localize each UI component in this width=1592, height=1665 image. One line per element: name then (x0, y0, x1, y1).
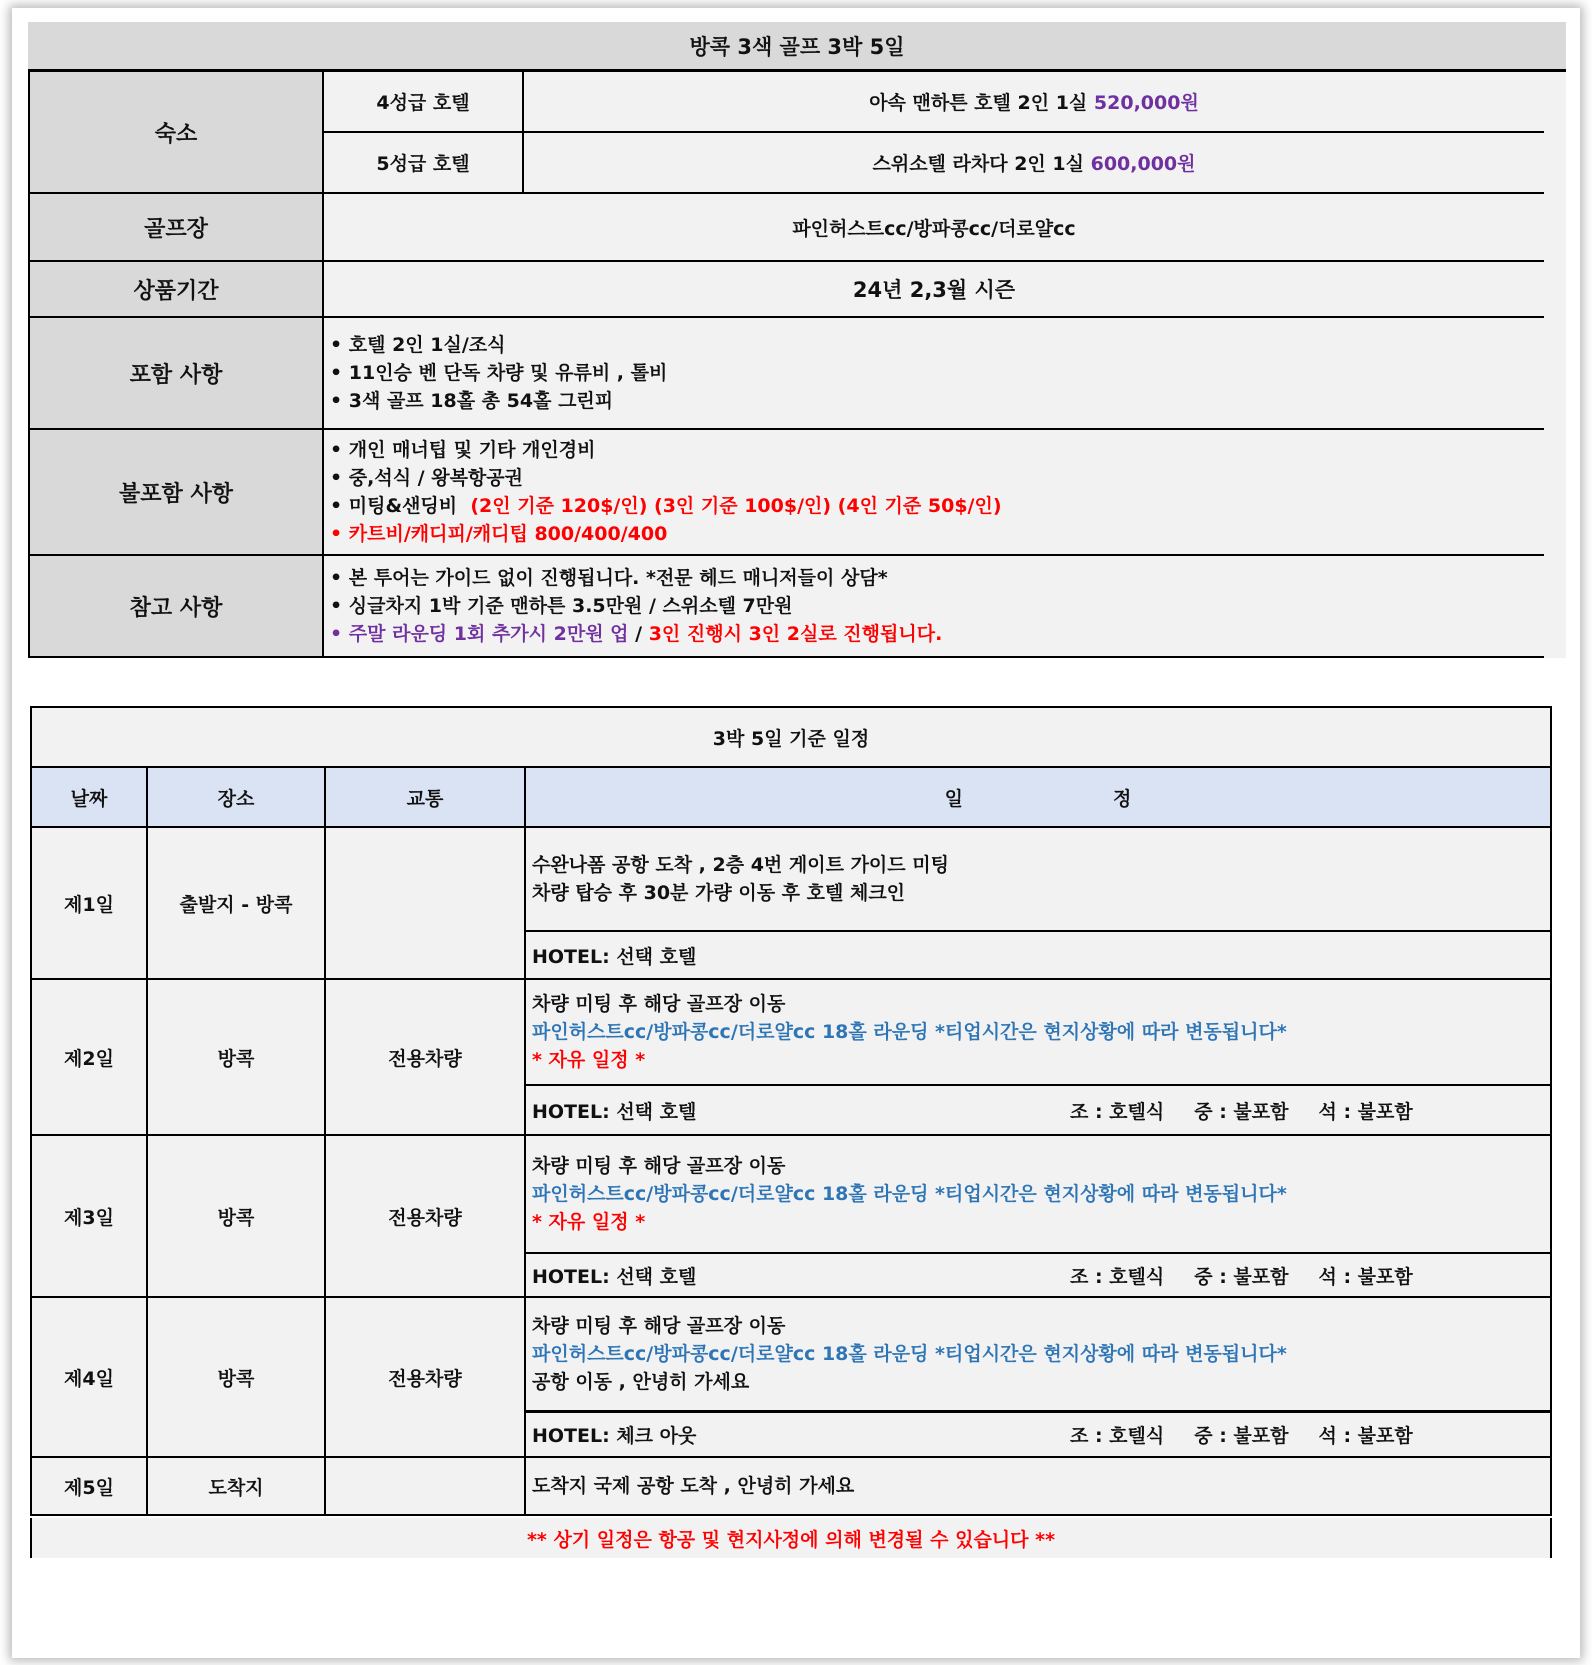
period-label: 상품기간 (28, 262, 324, 316)
day-transport: 전용차량 (326, 1136, 526, 1296)
lunch: 중 : 불포함 (1194, 1265, 1289, 1288)
breakfast: 조 : 호텔식 (1070, 1425, 1165, 1447)
plan-lines (526, 828, 1550, 930)
document-frame (12, 8, 1580, 1658)
header-plan-1: 일 (944, 787, 963, 810)
plan-lines (526, 1458, 1550, 1514)
hotel-price: 520,000원 (1093, 92, 1199, 114)
schedule-table (30, 706, 1552, 1516)
golf-label: 골프장 (28, 194, 324, 260)
dinner: 석 : 불포함 (1318, 1425, 1413, 1447)
meeting-price: (2인 기준 120$/인) (3인 기준 100$/인) (4인 기준 50$/인) (470, 495, 1002, 517)
note-separator: / (628, 623, 649, 645)
excluded-list (324, 430, 1544, 554)
footer-note: ** 상기 일정은 항공 및 현지사정에 의해 변경될 수 있습니다 ** (30, 1518, 1552, 1558)
plan-line: 차량 미팅 후 해당 골프장 이동 (532, 993, 786, 1015)
cart-fee: 카트비/캐디피/캐디팁 800/400/400 (348, 523, 668, 545)
day-transport: 전용차량 (326, 1298, 526, 1456)
golf-course-line: 파인허스트cc/방파콩cc/더로얄cc 18홀 라운딩 *티업시간은 현지상황에 따라 변동됩니다* (532, 1183, 1287, 1205)
plan-line: 차량 탑승 후 30분 가량 이동 후 호텔 체크인 (532, 882, 906, 904)
day-transport (326, 828, 526, 978)
schedule-title: 3박 5일 기준 일정 (32, 708, 1550, 768)
header-transport: 교통 (326, 768, 526, 826)
hotel-desc (524, 72, 1544, 131)
day-row-2 (32, 980, 1550, 1136)
plan-line: 도착지 국제 공항 도착 , 안녕히 가세요 (532, 1475, 855, 1497)
day-place: 출발지 - 방콕 (148, 828, 326, 978)
notes-list (324, 556, 1544, 656)
day-transport: 전용차량 (326, 980, 526, 1134)
day-label: 제4일 (32, 1298, 148, 1456)
plan-line: 공항 이동 , 안녕히 가세요 (532, 1371, 750, 1393)
excluded-row (28, 430, 1544, 556)
right-strip (1544, 72, 1566, 658)
hotel-grade: 5성급 호텔 (324, 133, 524, 192)
day-transport (326, 1458, 526, 1514)
hotel-desc (524, 133, 1544, 192)
day-row-3 (32, 1136, 1550, 1298)
header-plan-2: 정 (1113, 787, 1132, 810)
meeting-label: 미팅&샌딩비 (348, 495, 458, 517)
day-label: 제3일 (32, 1136, 148, 1296)
list-item: • 싱글차지 1박 기준 맨하튼 3.5만원 / 스위소텔 7만원 (330, 592, 942, 620)
plan-line: 차량 미팅 후 해당 골프장 이동 (532, 1315, 786, 1337)
header-date: 날짜 (32, 768, 148, 826)
included-list (324, 318, 1544, 428)
header-place: 장소 (148, 768, 326, 826)
plan-line: 수완나폼 공항 도착 , 2층 4번 게이트 가이드 미팅 (532, 854, 949, 876)
lunch: 중 : 불포함 (1194, 1425, 1289, 1447)
day-label: 제1일 (32, 828, 148, 978)
plan-lines (526, 1136, 1550, 1252)
golf-row (28, 194, 1544, 262)
plan-lines (526, 1298, 1550, 1410)
plan-lines (526, 980, 1550, 1084)
day-row-1 (32, 828, 1550, 980)
day-place: 도착지 (148, 1458, 326, 1514)
day-place: 방콕 (148, 1136, 326, 1296)
dinner: 석 : 불포함 (1318, 1265, 1413, 1288)
hotel-price: 600,000원 (1090, 153, 1196, 175)
day-plan (526, 1298, 1550, 1456)
period-value: 24년 2,3월 시즌 (324, 262, 1544, 316)
free-schedule-line: * 자유 일정 * (532, 1211, 646, 1233)
day-place: 방콕 (148, 980, 326, 1134)
hotel-line (526, 1084, 1550, 1134)
hotel-line (526, 930, 1550, 978)
free-schedule-line: * 자유 일정 * (532, 1049, 646, 1071)
accommodation-label: 숙소 (28, 72, 324, 192)
hotel-option-5star (324, 131, 1544, 192)
meals (1070, 1421, 1413, 1448)
dinner: 석 : 불포함 (1318, 1100, 1413, 1123)
day-row-5 (32, 1458, 1550, 1516)
day-plan (526, 828, 1550, 978)
day-plan (526, 1136, 1550, 1296)
hotel-text: HOTEL: 선택 호텔 (532, 1100, 697, 1123)
accommodation-options (324, 72, 1544, 192)
hotel-text: HOTEL: 체크 아웃 (532, 1425, 697, 1447)
hotel-text: HOTEL: 선택 호텔 (532, 945, 697, 968)
schedule-header (32, 768, 1550, 828)
list-item: • 호텔 2인 1실/조식 (330, 331, 667, 359)
included-row (28, 318, 1544, 430)
list-item (330, 520, 1002, 548)
breakfast: 조 : 호텔식 (1070, 1265, 1165, 1288)
page-title: 방콕 3색 골프 3박 5일 (28, 22, 1566, 72)
three-person-note: 3인 진행시 3인 2실로 진행됩니다. (648, 623, 943, 645)
hotel-line (526, 1252, 1550, 1296)
hotel-name: 아속 맨하튼 호텔 2인 1실 (869, 92, 1088, 114)
meals (1070, 1097, 1413, 1124)
lunch: 중 : 불포함 (1194, 1100, 1289, 1123)
meals (1070, 1262, 1413, 1289)
day-plan (526, 980, 1550, 1134)
day-plan (526, 1458, 1550, 1514)
day-label: 제2일 (32, 980, 148, 1134)
hotel-option-4star (324, 72, 1544, 131)
list-item (330, 492, 1002, 520)
list-item (330, 620, 942, 648)
list-item: • 본 투어는 가이드 없이 진행됩니다. *전문 헤드 매니저들이 상담* (330, 564, 942, 592)
notes-label: 참고 사항 (28, 556, 324, 656)
list-item: • 중,석식 / 왕복항공권 (330, 464, 1002, 492)
hotel-line (526, 1410, 1550, 1456)
hotel-grade: 4성급 호텔 (324, 72, 524, 131)
header-plan (526, 768, 1550, 826)
weekend-note: 주말 라운딩 1회 추가시 2만원 업 (348, 623, 629, 645)
period-row (28, 262, 1544, 318)
golf-course-line: 파인허스트cc/방파콩cc/더로얄cc 18홀 라운딩 *티업시간은 현지상황에 따라 변동됩니다* (532, 1343, 1287, 1365)
accommodation-row (28, 72, 1544, 194)
golf-course-line: 파인허스트cc/방파콩cc/더로얄cc 18홀 라운딩 *티업시간은 현지상황에 따라 변동됩니다* (532, 1021, 1287, 1043)
breakfast: 조 : 호텔식 (1070, 1100, 1165, 1123)
plan-line: 차량 미팅 후 해당 골프장 이동 (532, 1155, 786, 1177)
golf-value: 파인허스트cc/방파콩cc/더로얄cc (324, 194, 1544, 260)
list-item: • 3색 골프 18홀 총 54홀 그린피 (330, 387, 667, 415)
day-row-4 (32, 1298, 1550, 1458)
excluded-label: 불포함 사항 (28, 430, 324, 554)
notes-row (28, 556, 1544, 658)
list-item: • 11인승 벤 단독 차량 및 유류비 , 톨비 (330, 359, 667, 387)
included-label: 포함 사항 (28, 318, 324, 428)
day-label: 제5일 (32, 1458, 148, 1514)
day-place: 방콕 (148, 1298, 326, 1456)
list-item: • 개인 매너팁 및 기타 개인경비 (330, 436, 1002, 464)
hotel-text: HOTEL: 선택 호텔 (532, 1265, 697, 1288)
hotel-name: 스위소텔 라차다 2인 1실 (872, 153, 1084, 175)
